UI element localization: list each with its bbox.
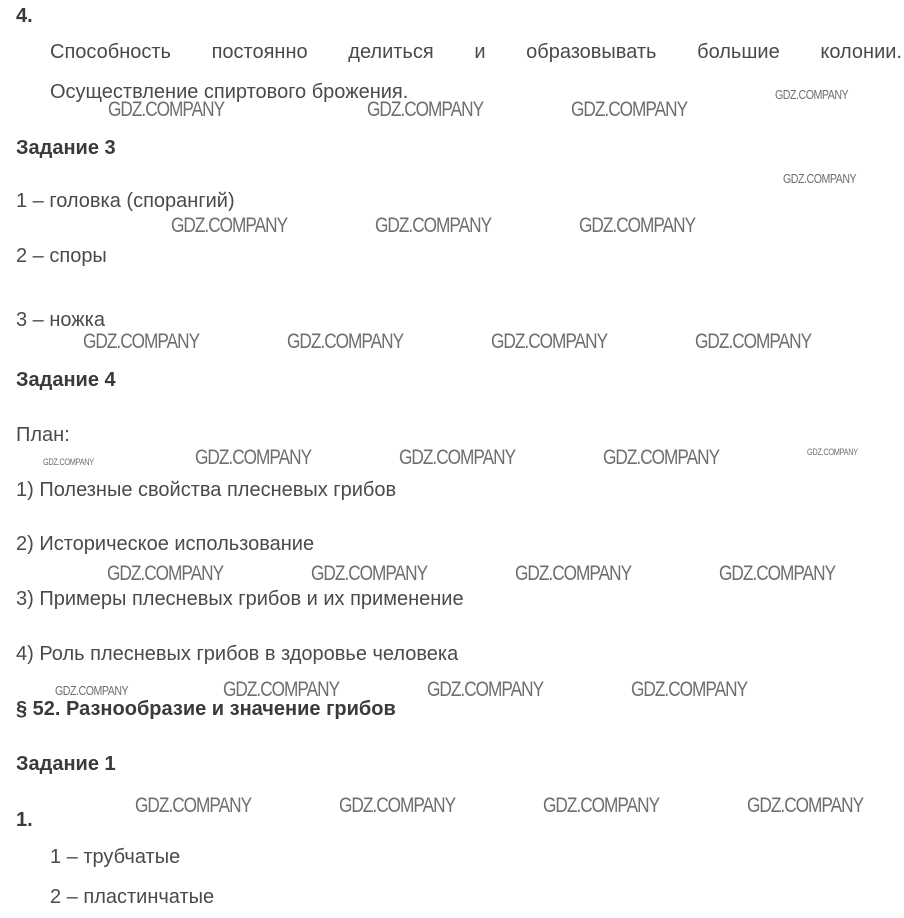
word: Способность [50, 41, 171, 63]
mushroom-type: 1 – трубчатые [50, 846, 181, 868]
plan-label: План: [16, 424, 70, 446]
watermark: GDZ.COMPANY [195, 446, 312, 469]
mushroom-type: 2 – пластинчатые [50, 886, 215, 908]
word: образовывать [526, 41, 657, 63]
word: колонии. [820, 41, 902, 63]
watermark: GDZ.COMPANY [427, 678, 544, 701]
word: большие [697, 41, 780, 63]
watermark: GDZ.COMPANY [223, 678, 340, 701]
watermark: GDZ.COMPANY [171, 214, 288, 237]
watermark: GDZ.COMPANY [339, 794, 456, 817]
item-number: 4. [16, 5, 33, 27]
watermark: GDZ.COMPANY [515, 562, 632, 585]
watermark: GDZ.COMPANY [775, 87, 849, 102]
word: постоянно [211, 41, 308, 63]
watermark: GDZ.COMPANY [108, 98, 225, 121]
watermark: GDZ.COMPANY [695, 330, 812, 353]
watermark: GDZ.COMPANY [807, 447, 858, 457]
task-1-heading: Задание 1 [16, 753, 116, 775]
watermark: GDZ.COMPANY [287, 330, 404, 353]
plan-item: 3) Примеры плесневых грибов и их применение [16, 588, 464, 610]
watermark: GDZ.COMPANY [543, 794, 660, 817]
watermark: GDZ.COMPANY [719, 562, 836, 585]
task-3-item: 3 – ножка [16, 309, 105, 331]
watermark: GDZ.COMPANY [55, 683, 129, 698]
word: делиться [348, 41, 434, 63]
plan-item: 4) Роль плесневых грибов в здоровье человека [16, 643, 459, 665]
task-4-heading: Задание 4 [16, 369, 116, 391]
watermark: GDZ.COMPANY [43, 457, 94, 467]
watermark: GDZ.COMPANY [367, 98, 484, 121]
word: и [474, 41, 486, 63]
watermark: GDZ.COMPANY [603, 446, 720, 469]
section-heading: § 52. Разнообразие и значение грибов [16, 698, 396, 720]
item-4-line-1 [50, 40, 902, 64]
task-3-item: 2 – споры [16, 245, 107, 267]
item-4-line-2: Осуществление спиртового брожения. [50, 81, 409, 103]
item-number: 1. [16, 809, 33, 831]
watermark: GDZ.COMPANY [311, 562, 428, 585]
task-3-heading: Задание 3 [16, 137, 116, 159]
plan-item: 1) Полезные свойства плесневых грибов [16, 479, 397, 501]
watermark: GDZ.COMPANY [747, 794, 864, 817]
watermark: GDZ.COMPANY [579, 214, 696, 237]
watermark: GDZ.COMPANY [571, 98, 688, 121]
watermark: GDZ.COMPANY [783, 171, 857, 186]
watermark: GDZ.COMPANY [631, 678, 748, 701]
watermark: GDZ.COMPANY [491, 330, 608, 353]
watermark: GDZ.COMPANY [399, 446, 516, 469]
watermark: GDZ.COMPANY [375, 214, 492, 237]
task-3-item: 1 – головка (спорангий) [16, 190, 235, 212]
watermark: GDZ.COMPANY [107, 562, 224, 585]
watermark: GDZ.COMPANY [135, 794, 252, 817]
plan-item: 2) Историческое использование [16, 533, 315, 555]
watermark: GDZ.COMPANY [83, 330, 200, 353]
